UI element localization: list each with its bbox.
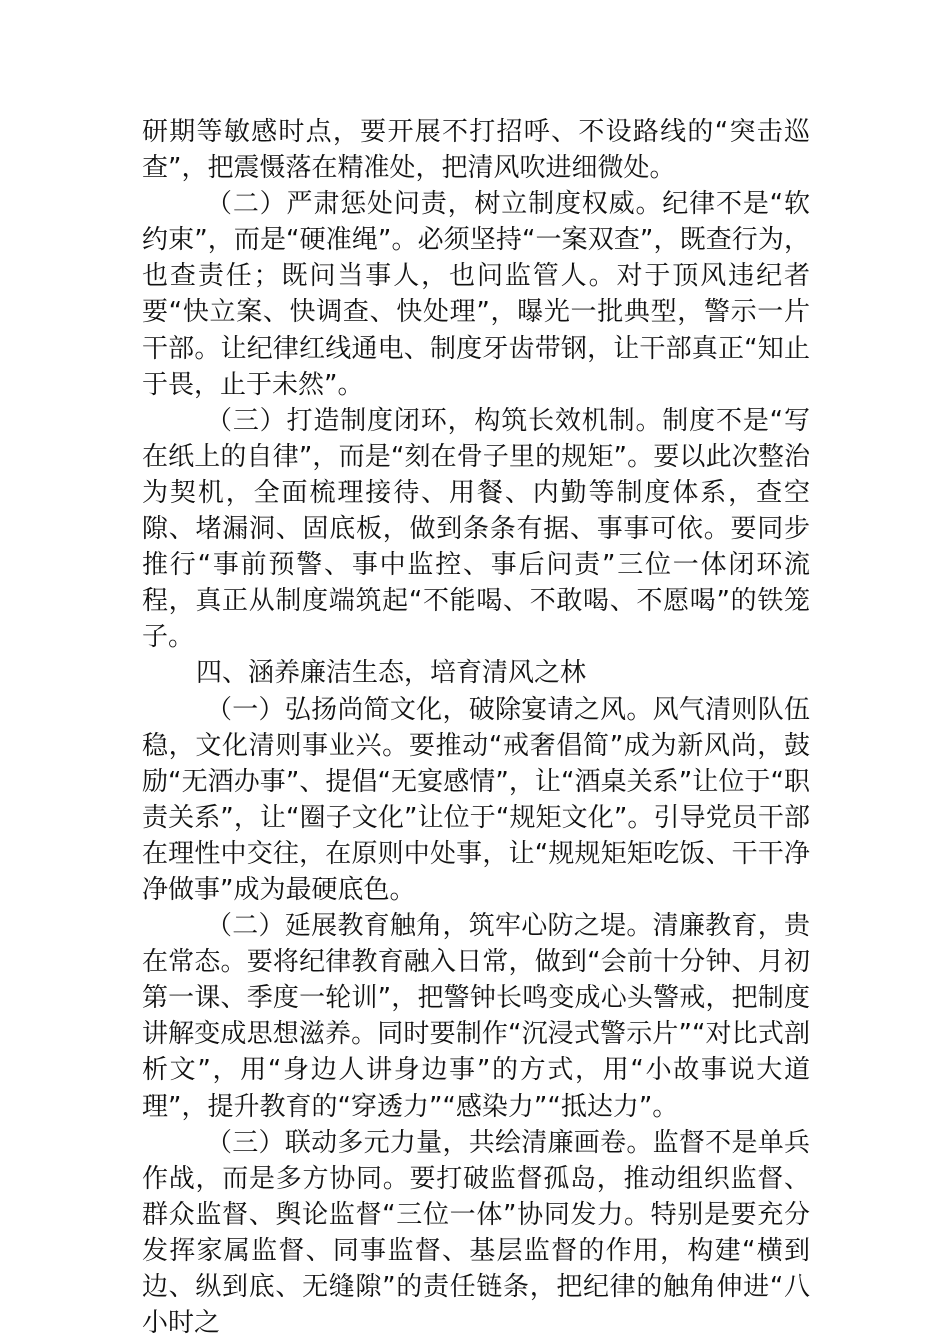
paragraph-institutional-loop: （三）打造制度闭环，构筑长效机制。制度不是“写在纸上的自律”，而是“刻在骨子里的规矩”。要以此次整治为契机，全面梳理接待、用餐、内勤等制度体系，查空隙、堵漏洞、固底板，做到条条有据、事事可依。要同步推行“事前预警、事中监控、事后问责”三位一体闭环流程，真正从制度端筑起“不能喝、不敢喝、不愿喝”的铁笼子。 xyxy=(142,405,810,653)
section-heading-four: 四、涵养廉洁生态，培育清风之林 xyxy=(196,658,587,689)
document-body xyxy=(142,114,810,1341)
paragraph-joint-supervision: （三）联动多元力量，共绘清廉画卷。监督不是单兵作战，而是多方协同。要打破监督孤岛，推动组织监督、群众监督、舆论监督“三位一体”协同发力。特别是要充分发挥家属监督、同事监督、基层监督的作用，构建“横到边、纵到底、无缝隙”的责任链条，把纪律的触角伸进“八小时之 xyxy=(142,1127,810,1339)
paragraph-education-reach: （二）延展教育触角，筑牢心防之堤。清廉教育，贵在常态。要将纪律教育融入日常，做到“会前十分钟、月初第一课、季度一轮训”，把警钟长鸣变成心头警戒，把制度讲解变成思想滋养。同时要制作“沉浸式警示片”“对比式剖析文”，用“身边人讲身边事”的方式，用“小故事说大道理”，提升教育的“穿透力”“感染力”“抵达力”。 xyxy=(142,911,810,1122)
paragraph-continuation: 研期等敏感时点，要开展不打招呼、不设路线的“突击巡查”，把震慑落在精准处，把清风吹进细微处。 xyxy=(142,117,810,184)
paragraph-strict-punishment: （二）严肃惩处问责，树立制度权威。纪律不是“软约束”，而是“硬准绳”。必须坚持“一案双查”，既查行为，也查责任；既问当事人，也问监管人。对于顶风违纪者要“快立案、快调查、快处理”，曝光一批典型，警示一片干部。让纪律红线通电、制度牙齿带钢，让干部真正“知止于畏，止于未然”。 xyxy=(142,189,810,400)
paragraph-frugal-culture: （一）弘扬尚简文化，破除宴请之风。风气清则队伍稳，文化清则事业兴。要推动“戒奢倡简”成为新风尚，鼓励“无酒办事”、提倡“无宴感情”，让“酒桌关系”让位于“职责关系”，让“圈子文化”让位于“规矩文化”。引导党员干部在理性中交往，在原则中处事，让“规规矩矩吃饭、干干净净做事”成为最硬底色。 xyxy=(142,694,810,905)
